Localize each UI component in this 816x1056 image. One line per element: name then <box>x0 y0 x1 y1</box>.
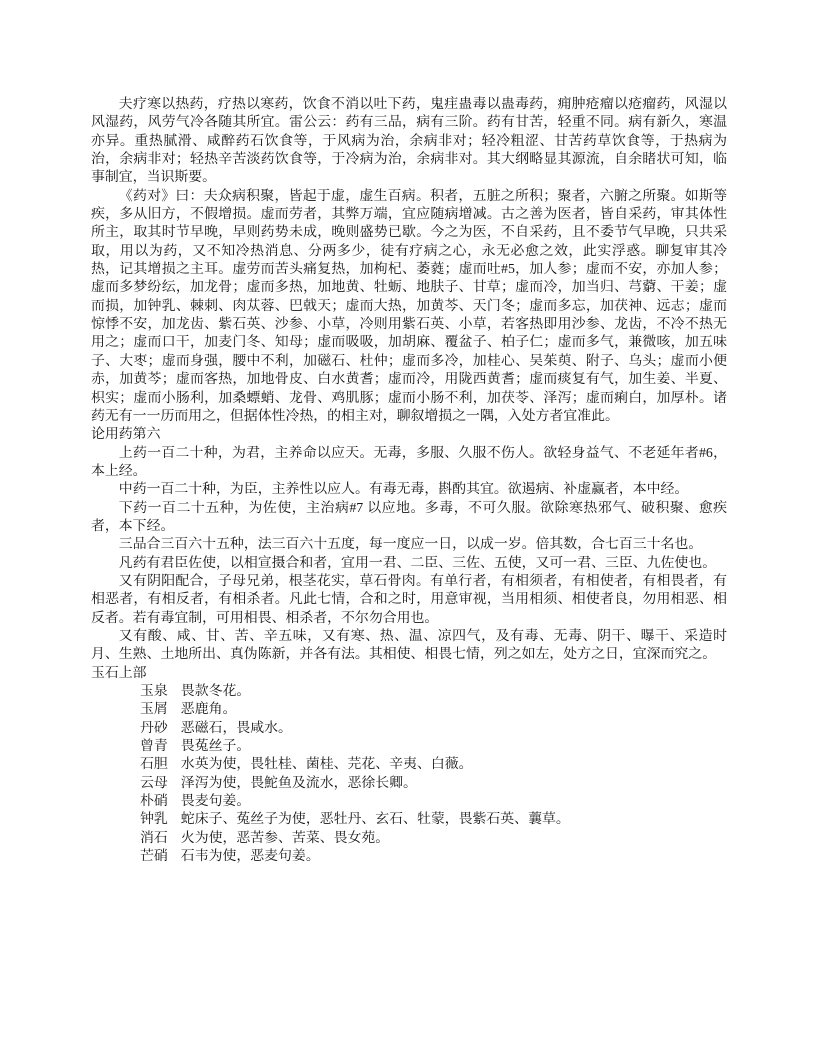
drug-entry <box>91 701 727 719</box>
drug-interactions: 恶磁石，畏咸水。 <box>180 720 292 736</box>
drug-interactions: 畏麦句姜。 <box>180 794 251 810</box>
drug-name: 玉屑 <box>140 702 168 718</box>
drug-name: 石胆 <box>140 757 168 773</box>
drug-entry <box>91 848 727 866</box>
drug-name: 芒硝 <box>140 849 168 865</box>
drug-interactions: 火为使，恶苦参、苦菜、畏女苑。 <box>180 830 390 846</box>
drug-name: 曾青 <box>140 739 168 755</box>
drug-name: 钟乳 <box>140 812 168 828</box>
drug-interactions: 恶鹿角。 <box>180 702 237 718</box>
paragraph: 三品合三百六十五种，法三百六十五度，每一度应一日，以成一岁。倍其数，合七百三十名也。 <box>118 537 703 553</box>
drug-interactions: 畏菟丝子。 <box>180 739 251 755</box>
drug-entry <box>91 775 727 793</box>
drug-name: 消石 <box>140 830 168 846</box>
drug-entry <box>91 756 727 774</box>
paragraph: 下药一百二十五种，为佐使，主治病#7 以应地。多毒，不可久服。欲除寒热邪气、破积聚、愈疾者，本下经。 <box>91 500 727 534</box>
paragraph: 上药一百二十种，为君，主养命以应天。无毒，多服、久服不伤人。欲轻身益气、不老延年者#6，本上经。 <box>91 445 727 479</box>
section-heading: 论用药第六 <box>91 427 161 443</box>
drug-entry <box>91 830 727 848</box>
drug-entry <box>91 683 727 701</box>
drug-entry <box>91 720 727 738</box>
drug-name: 云母 <box>140 775 168 791</box>
drug-entry <box>91 793 727 811</box>
paragraph: 夫疗寒以热药，疗热以寒药，饮食不消以吐下药，鬼疰蛊毒以蛊毒药，痈肿疮瘤以疮瘤药，风湿以风湿药，风劳气冷各随其所宜。雷公云：药有三品，病有三阶。药有甘苦，轻重不同。病有新久，寒温亦异。重热腻滑、咸醉药石饮食等，于风病为治，余病非对；轻冷粗涩、甘苦药草饮食等，于热病为治，余病非对；轻热辛苦淡药饮食等，于冷病为治，余病非对。其大纲略显其源流，自余睹状可知，临事制宜，当识斯要。 <box>91 97 727 186</box>
drug-interactions: 泽泻为使，畏鮀鱼及流水，恶徐长卿。 <box>180 775 417 791</box>
drug-entry <box>91 738 727 756</box>
drug-name: 玉泉 <box>140 684 168 699</box>
drug-name: 丹砂 <box>140 720 168 736</box>
drug-name: 朴硝 <box>140 794 168 810</box>
paragraph: 又有阴阳配合，子母兄弟，根茎花实，草石骨肉。有单行者，有相须者，有相使者，有相畏者，有相恶者，有相反者，有相杀者。凡此七情，合和之时，用意审视，当用相须、相使者良，勿用相恶、相反者。若有毒宜制，可用相畏、相杀者，不尔勿合用也。 <box>91 573 727 626</box>
drug-interactions: 蛇床子、菟丝子为使，恶牡丹、玄石、牡蒙，畏紫石英、蘘草。 <box>180 812 570 828</box>
drug-interactions: 水英为使，畏牡桂、菌桂、芫花、辛夷、白薇。 <box>180 757 473 773</box>
drug-interactions: 畏款冬花。 <box>180 684 251 699</box>
section-heading: 玉石上部 <box>91 665 147 681</box>
paragraph: 中药一百二十种，为臣，主养性以应人。有毒无毒，斟酌其宜。欲遏病、补虚赢者，本中经。 <box>118 482 689 498</box>
paragraph: 又有酸、咸、甘、苦、辛五味，又有寒、热、温、凉四气，及有毒、无毒、阴干、曝干、采造时月、生熟、土地所出、真伪陈新，并各有法。其相使、相畏七情，列之如左，处方之日，宜深而究之。 <box>91 628 727 663</box>
drug-interactions: 石韦为使，恶麦句姜。 <box>180 849 320 865</box>
paragraph: 凡药有君臣佐使，以相宣摄合和者，宜用一君、二臣、三佐、五使，又可一君、三臣、九佐使也。 <box>118 555 717 571</box>
drug-entry <box>91 811 727 829</box>
paragraph: 《药对》曰：夫众病积聚，皆起于虚，虚生百病。积者，五脏之所积；聚者，六腑之所聚。如斯等疾，多从旧方，不假增损。虚而劳者，其弊万端，宜应随病增减。古之善为医者，皆自采药，审其体性所主，取其时节早晚，早则药势未成，晚则盛势已歇。今之为医，不自采药，且不委节气早晚，只共采取，用以为药，又不知冷热消息、分两多少，徒有疗病之心，永无必愈之效，此实浮惑。聊复审其冷热，记其增损之主耳。虚劳而苦头痛复热，加枸杞、萎蕤；虚而吐#5，加人参；虚而不安，亦加人参；虚而多梦纷纭，加龙骨；虚而多热，加地黄、牡蛎、地肤子、甘草；虚而冷，加当归、芎藭、干姜；虚而损，加钟乳、棘刺、肉苁蓉、巴戟天；虚而大热，加黄芩、天门冬；虚而多忘，加茯神、远志；虚而惊悸不安，加龙齿、紫石英、沙参、小草，冷则用紫石英、小草，若客热即用沙参、龙齿，不冷不热无用之；虚而口干，加麦门冬、知母；虚而吸吸，加胡麻、覆盆子、柏子仁；虚而多气，兼微咳，加五味子、大枣；虚而身强，腰中不利，加磁石、杜仲；虚而多冷，加桂心、吴茱萸、附子、乌头；虚而小便赤，加黄芩；虚而客热，加地骨皮、白水黄耆；虚而冷，用陇西黄耆；虚而痰复有气，加生姜、半夏、枳实；虚而小肠利，加桑螵蛸、龙骨、鸡肌豚；虚而小肠不利，加茯苓、泽泻；虚而痢白，加厚朴。诸药无有一一历而用之，但据体性冷热，的相主对，聊叙增损之一隅，入处方者宜准此。 <box>91 188 727 424</box>
